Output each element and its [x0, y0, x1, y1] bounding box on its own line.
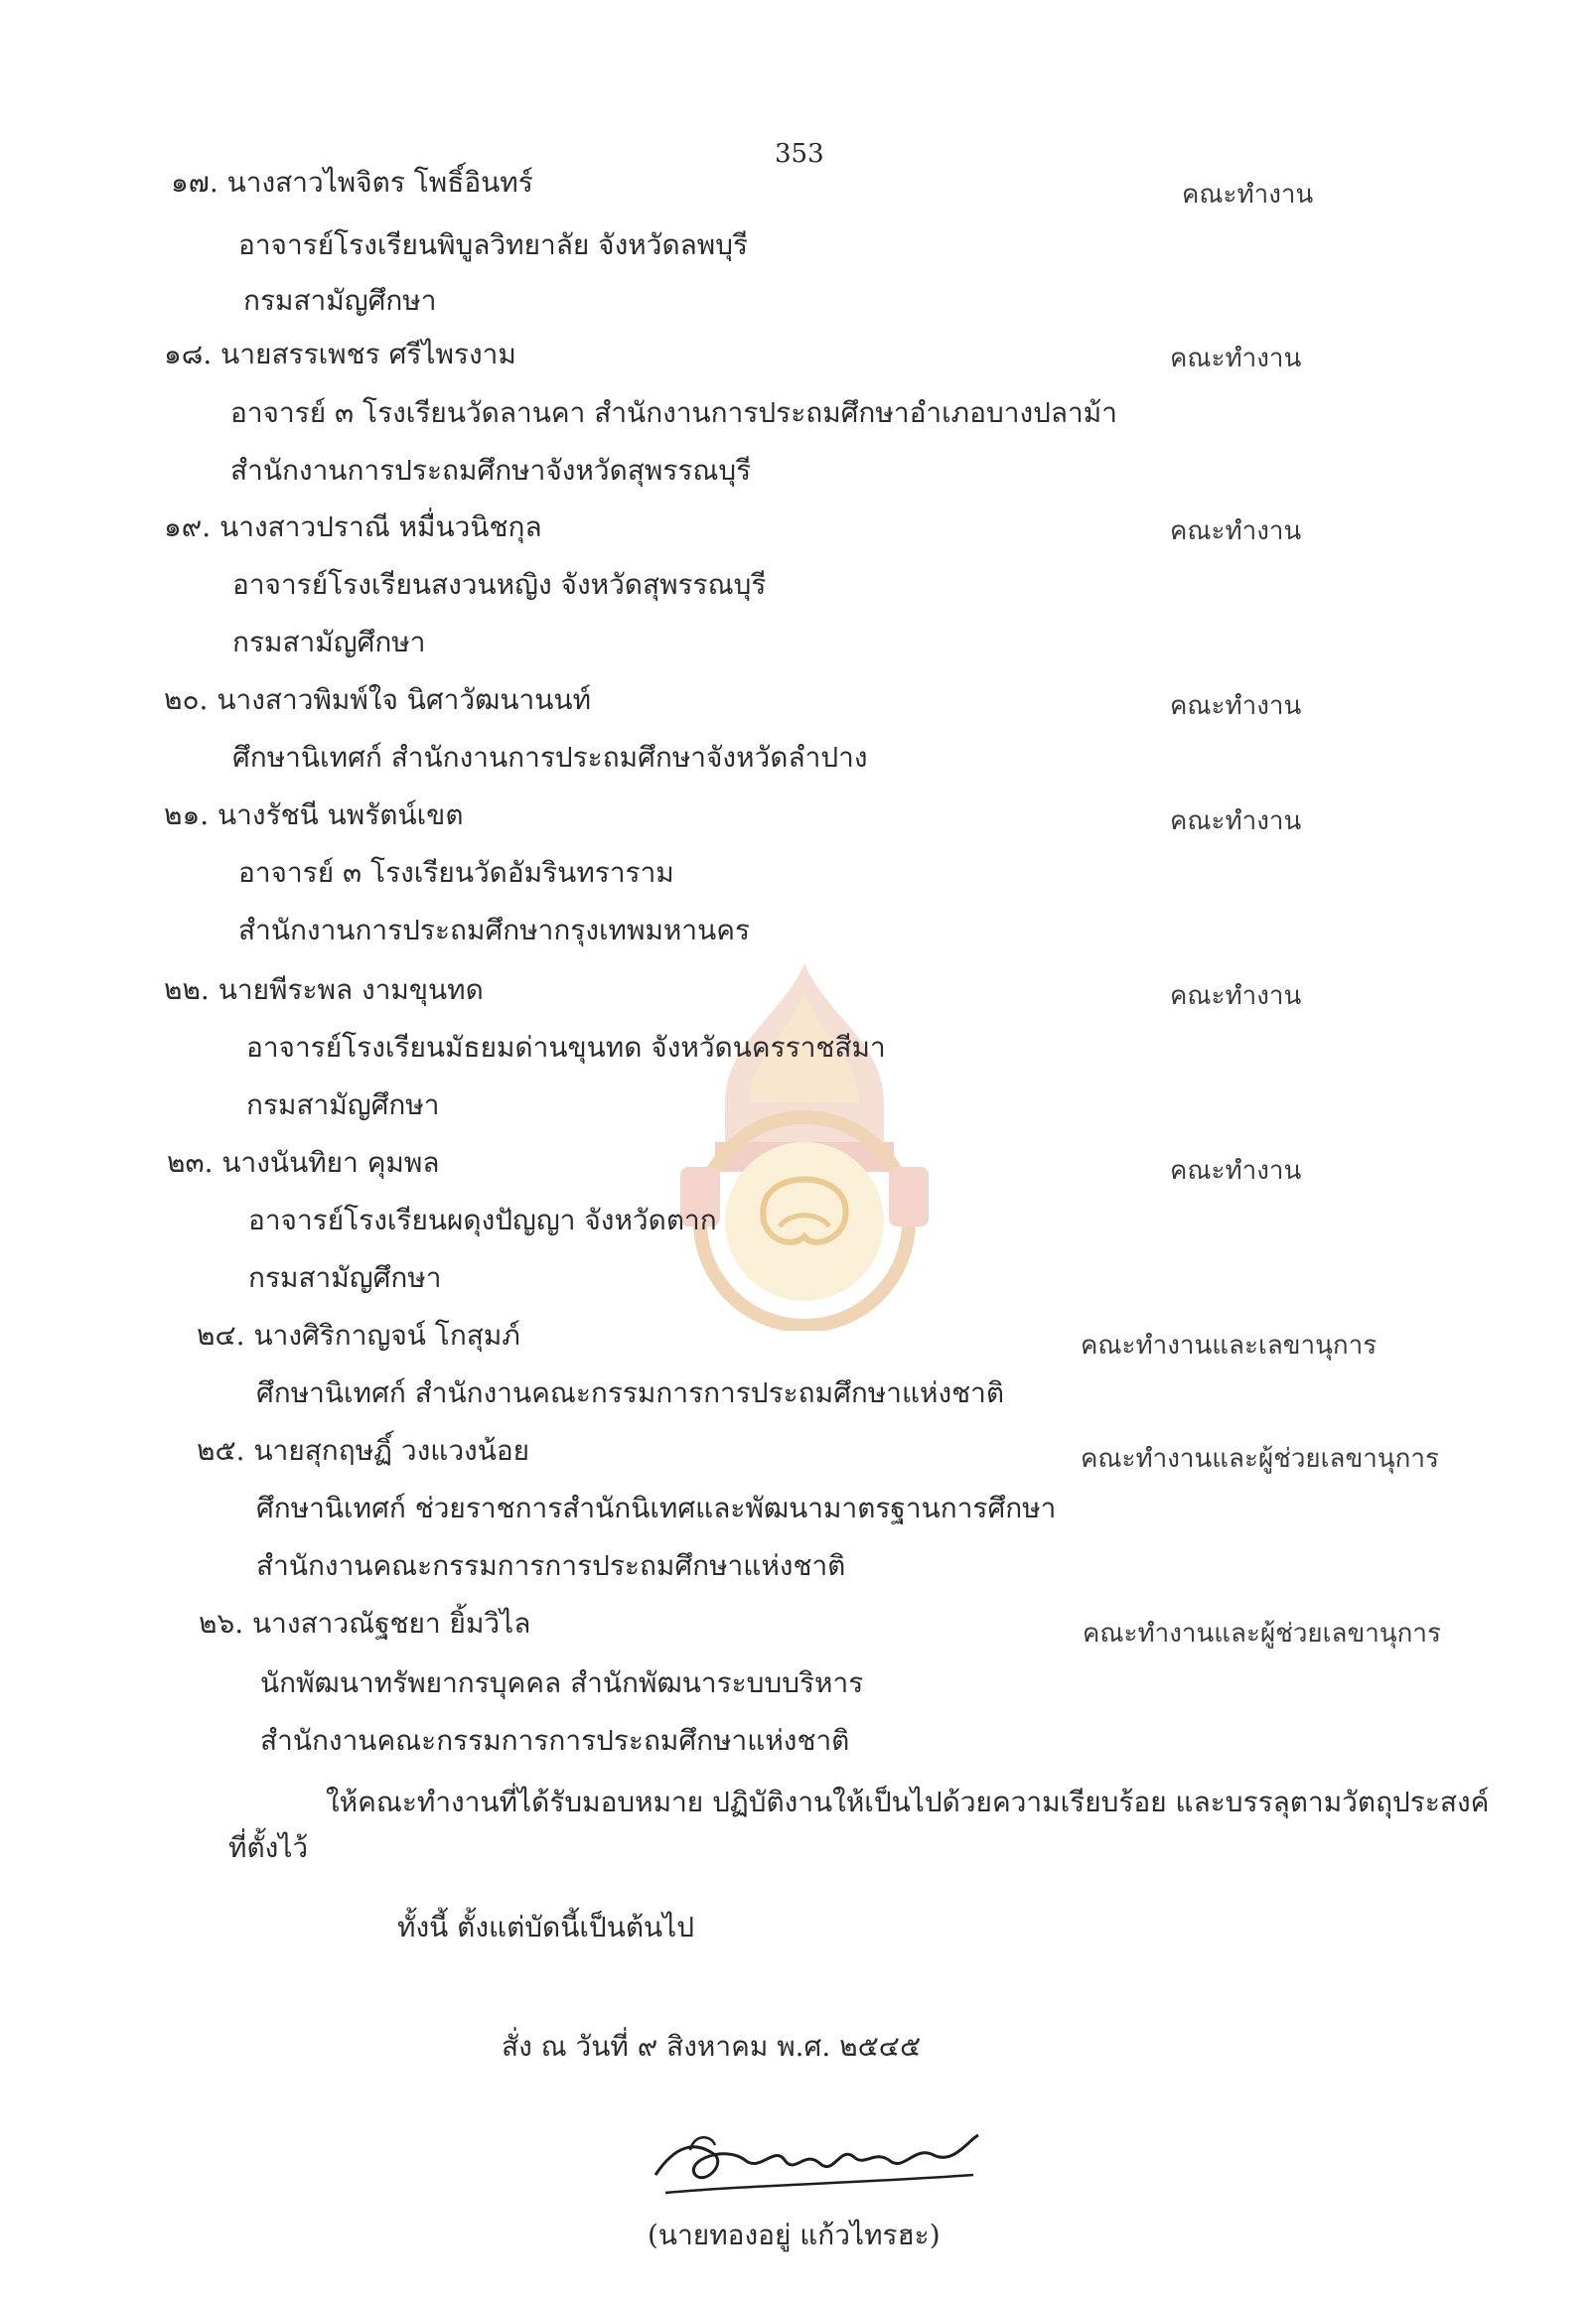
- entry-22-detail-1: อาจารย์โรงเรียนมัธยมด่านขุนทด จังหวัดนครราชสีมา: [246, 1031, 886, 1064]
- entry-25-detail-1: ศึกษานิเทศก์ ช่วยราชการสำนักนิเทศและพัฒนามาตรฐานการศึกษา: [256, 1492, 1057, 1524]
- entry-25-name: ๒๕. นายสุกฤษฏิ์ วงแวงน้อย: [197, 1434, 530, 1467]
- entry-22-role: คณะทำงาน: [1170, 981, 1302, 1011]
- entry-23-detail-2: กรมสามัญศึกษา: [248, 1261, 442, 1294]
- order-date: สั่ง ณ วันที่ ๙ สิงหาคม พ.ศ. ๒๕๔๕: [502, 2030, 922, 2063]
- entry-21-name: ๒๑. นางรัชนี นพรัตน์เขต: [164, 798, 464, 831]
- entry-23-detail-1: อาจารย์โรงเรียนผดุงปัญญา จังหวัดตาก: [248, 1204, 717, 1236]
- entry-26-name: ๒๖. นางสาวณัฐชยา ยิ้มวิไล: [199, 1607, 531, 1640]
- entry-22-name: ๒๒. นายพีระพล งามขุนทด: [164, 973, 484, 1006]
- signatory-name: (นายทองอยู่ แก้วไทรฮะ): [648, 2219, 941, 2251]
- entry-17-name: ๑๗. นางสาวไพจิตร โพธิ์อินทร์: [171, 166, 533, 199]
- entry-21-detail-1: อาจารย์ ๓ โรงเรียนวัดอัมรินทราราม: [238, 856, 674, 889]
- entry-26-detail-2: สำนักงานคณะกรรมการการประถมศึกษาแห่งชาติ: [260, 1724, 850, 1757]
- entry-19-role: คณะทำงาน: [1170, 516, 1302, 546]
- entry-19-detail-2: กรมสามัญศึกษา: [232, 626, 426, 658]
- instruction-line-2: ที่ตั้งไว้: [228, 1831, 309, 1864]
- entry-18-role: คณะทำงาน: [1170, 344, 1302, 373]
- entry-17-detail-1: อาจารย์โรงเรียนพิบูลวิทยาลัย จังหวัดลพบุรี: [238, 228, 749, 261]
- entry-17-detail-2: กรมสามัญศึกษา: [243, 284, 437, 317]
- entry-17-role: คณะทำงาน: [1182, 180, 1314, 210]
- page-number: 353: [775, 139, 824, 169]
- entry-18-name: ๑๘. นายสรรเพชร ศรีไพรงาม: [164, 338, 516, 370]
- entry-24-name: ๒๔. นางศิริกาญจน์ โกสุมภ์: [197, 1319, 520, 1352]
- seal-watermark: [655, 953, 953, 1331]
- entry-25-detail-2: สำนักงานคณะกรรมการการประถมศึกษาแห่งชาติ: [256, 1549, 846, 1582]
- entry-25-role: คณะทำงานและผู้ช่วยเลขานุการ: [1081, 1444, 1439, 1474]
- handwritten-signature: [636, 2105, 993, 2215]
- entry-20-detail-1: ศึกษานิเทศก์ สำนักงานการประถมศึกษาจังหวัดลำปาง: [232, 741, 868, 774]
- entry-21-role: คณะทำงาน: [1170, 806, 1302, 836]
- entry-23-name: ๒๓. นางนันทิยา คุมพล: [167, 1146, 440, 1179]
- entry-22-detail-2: กรมสามัญศึกษา: [246, 1088, 440, 1121]
- entry-18-detail-2: สำนักงานการประถมศึกษาจังหวัดสุพรรณบุรี: [230, 454, 752, 487]
- entry-26-role: คณะทำงานและผู้ช่วยเลขานุการ: [1083, 1619, 1441, 1649]
- entry-24-role: คณะทำงานและเลขานุการ: [1081, 1331, 1378, 1361]
- entry-18-detail-1: อาจารย์ ๓ โรงเรียนวัดลานคา สำนักงานการประถมศึกษาอำเภอบางปลาม้า: [230, 396, 1117, 429]
- entry-19-detail-1: อาจารย์โรงเรียนสงวนหญิง จังหวัดสุพรรณบุรี: [232, 568, 767, 601]
- effective-statement: ทั้งนี้ ตั้งแต่บัดนี้เป็นต้นไป: [397, 1911, 695, 1943]
- entry-20-role: คณะทำงาน: [1170, 691, 1302, 721]
- entry-19-name: ๑๙. นางสาวปราณี หมื่นวนิชกุล: [164, 510, 542, 543]
- entry-23-role: คณะทำงาน: [1170, 1156, 1302, 1186]
- instruction-line-1: ให้คณะทำงานที่ได้รับมอบหมาย ปฏิบัติงานให้เป็นไปด้วยความเรียบร้อย และบรรลุตามวัตถุประสงค์: [326, 1786, 1490, 1818]
- entry-21-detail-2: สำนักงานการประถมศึกษากรุงเทพมหานคร: [238, 914, 751, 946]
- entry-24-detail-1: ศึกษานิเทศก์ สำนักงานคณะกรรมการการประถมศึกษาแห่งชาติ: [256, 1376, 1005, 1409]
- entry-26-detail-1: นักพัฒนาทรัพยากรบุคคล สำนักพัฒนาระบบบริหาร: [260, 1666, 864, 1699]
- entry-20-name: ๒๐. นางสาวพิมพ์ใจ นิศาวัฒนานนท์: [164, 683, 592, 716]
